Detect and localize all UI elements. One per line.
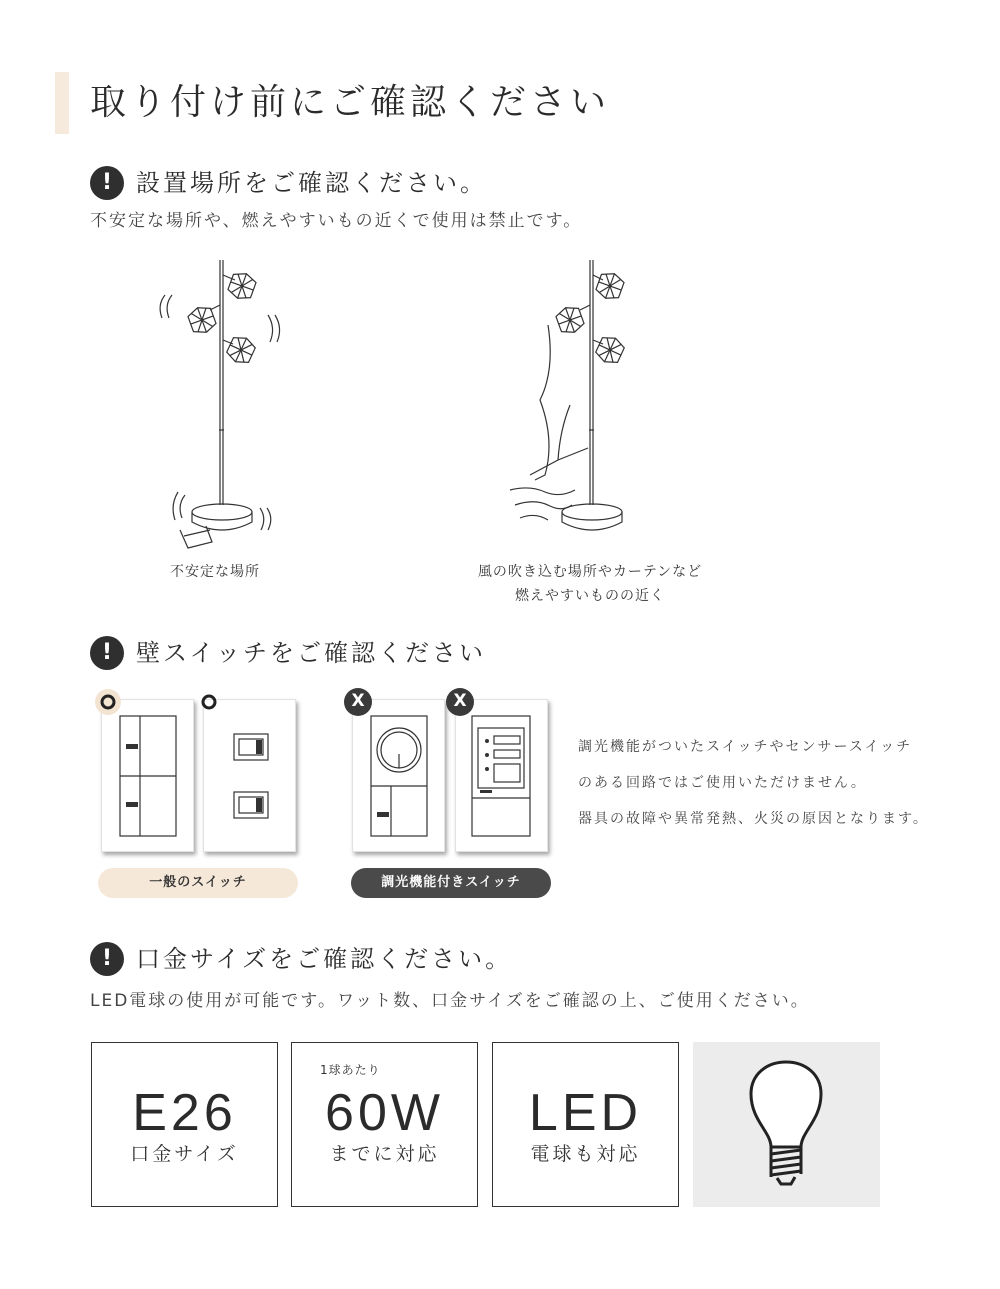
ok-mark-icon	[95, 689, 121, 715]
exclamation-icon: !	[90, 166, 124, 200]
spec-label: 口金サイズ	[130, 1143, 239, 1165]
caption-curtain-line1: 風の吹き込む場所やカーテンなど	[477, 564, 703, 580]
spec-label: までに対応	[329, 1143, 440, 1165]
unstable-lamp-illustration	[140, 250, 300, 560]
spec-value: LED	[528, 1084, 643, 1142]
caption-unstable: 不安定な場所	[170, 564, 260, 580]
switch-note-line1: 調光機能がついたスイッチやセンサースイッチ	[578, 739, 913, 755]
spec-box-socket	[91, 1042, 278, 1207]
title-accent-bar	[55, 72, 69, 134]
switch-note-line3: 器具の故障や異常発熱、火災の原因となります。	[578, 811, 929, 827]
ok-mark-icon	[196, 689, 222, 715]
section-description-location: 不安定な場所や、燃えやすいもの近くで使用は禁止です。	[90, 211, 583, 231]
section-title-socket: 口金サイズをご確認ください。	[136, 945, 513, 973]
switch-note-line2: のある回路ではご使用いただけません。	[578, 775, 867, 791]
ng-mark-icon: X	[344, 688, 372, 716]
caption-curtain-line2: 燃えやすいものの近く	[515, 588, 665, 604]
dimmer-dial-icon	[353, 700, 446, 853]
rocker-switch-icon	[102, 700, 195, 853]
toggle-switch-icon	[204, 700, 297, 853]
exclamation-icon: !	[90, 942, 124, 976]
ng-mark-icon: X	[446, 688, 474, 716]
spec-value: E26	[132, 1084, 237, 1142]
dimmer-switch-panel-1	[352, 699, 445, 852]
light-bulb-icon	[693, 1042, 880, 1207]
spec-prefix: 1球あたり	[320, 1063, 381, 1077]
dimmer-switch-panel-2	[455, 699, 548, 852]
section-title-location: 設置場所をご確認ください。	[136, 169, 487, 197]
general-switch-panel-1	[101, 699, 194, 852]
curtain-lamp-illustration	[500, 250, 660, 560]
general-switch-panel-2	[203, 699, 296, 852]
section-title-switch: 壁スイッチをご確認ください	[136, 639, 487, 667]
label-dimmer-switch: 調光機能付きスイッチ	[351, 868, 551, 898]
bulb-image-box	[693, 1042, 880, 1207]
spec-label: 電球も対応	[530, 1143, 641, 1165]
spec-box-wattage	[291, 1042, 478, 1207]
sensor-switch-icon	[456, 700, 549, 853]
exclamation-icon: !	[90, 636, 124, 670]
page-title: 取り付け前にご確認ください	[90, 82, 611, 123]
spec-value: 60W	[325, 1084, 444, 1142]
label-general-switch: 一般のスイッチ	[98, 868, 298, 898]
section-description-socket: LED電球の使用が可能です。ワット数、口金サイズをご確認の上、ご使用ください。	[90, 991, 810, 1011]
spec-box-led	[492, 1042, 679, 1207]
